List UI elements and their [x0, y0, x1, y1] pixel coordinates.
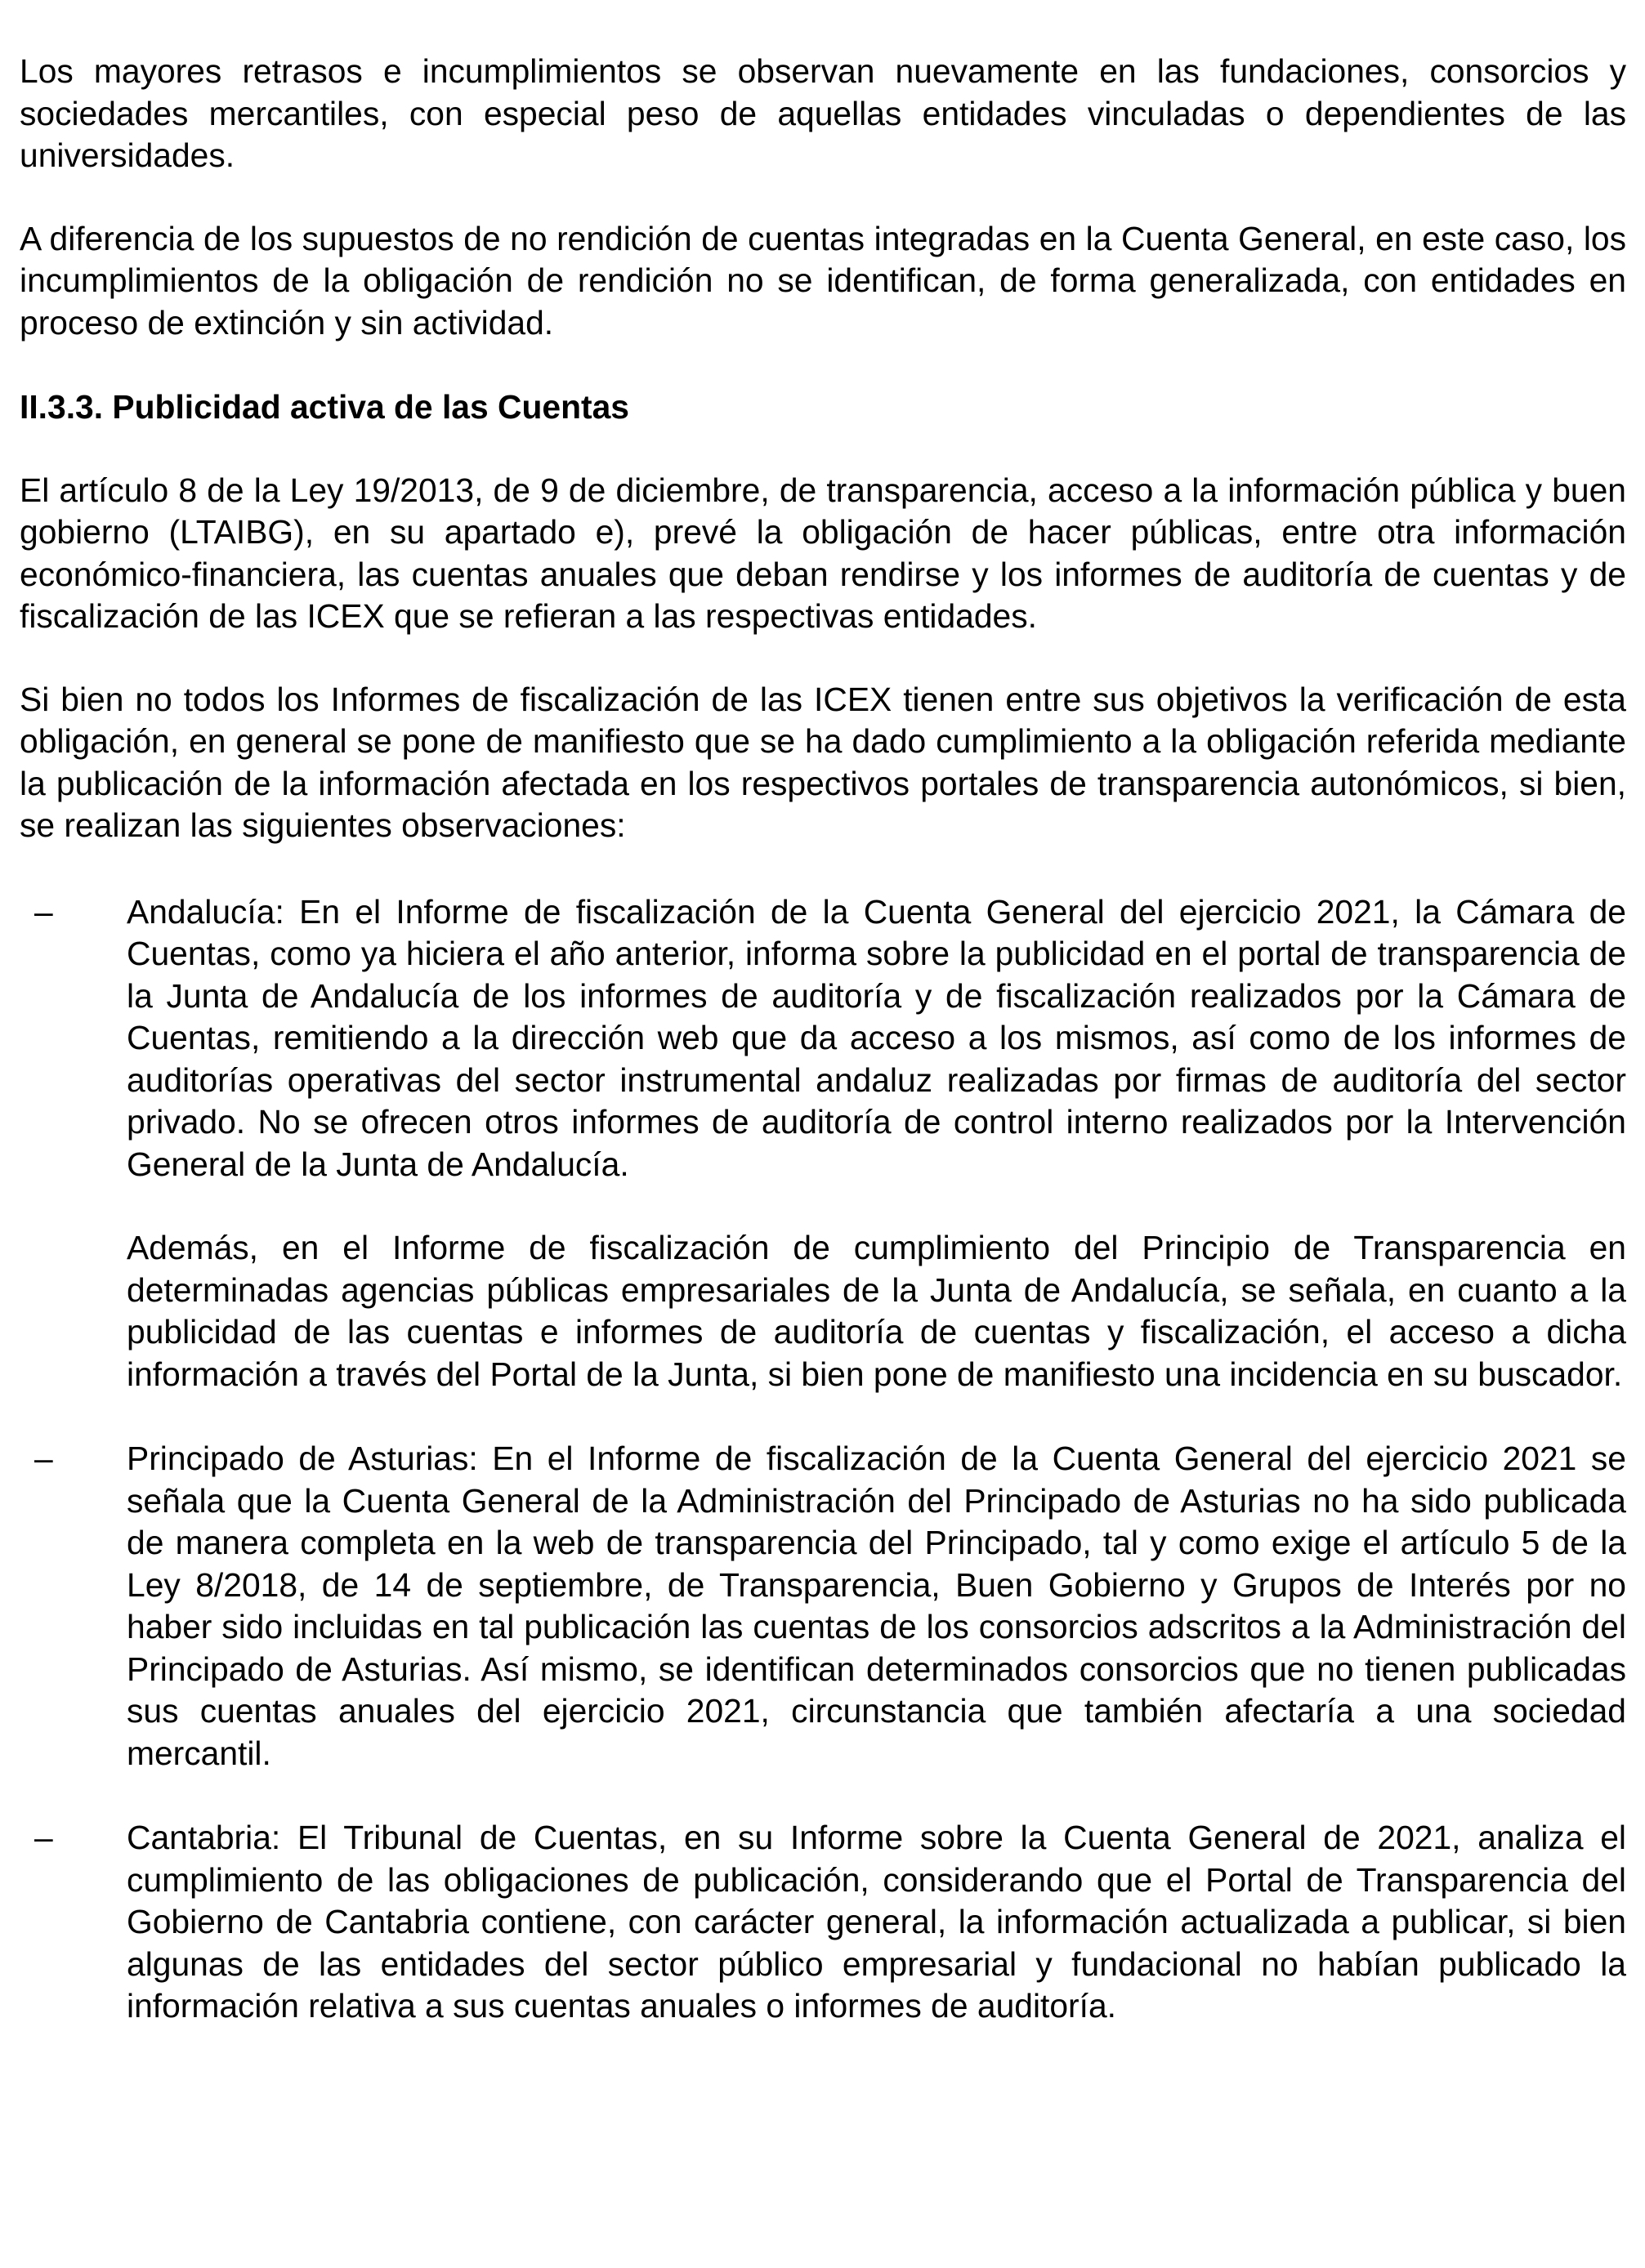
intro-paragraph-2: A diferencia de los supuestos de no rendición de cuentas integradas en la Cuenta General, en este caso, los incumplimientos de la obligación de rendición no se identifican, de forma generalizada, con entidades en proceso de extinción y sin actividad. [20, 219, 1626, 342]
document-page [20, 51, 1626, 2028]
list-item-extra-text: Además, en el Informe de fiscalización de cumplimiento del Principio de Transparencia en determinadas agencias públicas empresariales de la Junta de Andalucía, se señala, en cuanto a la publicidad de las cuentas e informes de auditoría de cuentas y fiscalización, el acceso a dicha información a través del Portal de la Junta, si bien pone de manifiesto una incidencia en su buscador. [127, 1229, 1626, 1393]
dash-bullet: – [34, 1440, 53, 1477]
section-paragraph-2: Si bien no todos los Informes de fiscalización de las ICEX tienen entre sus objetivos la verificación de esta obligación, en general se pone de manifiesto que se ha dado cumplimiento a la obligación referida mediante la publicación de la información afectada en los respectivos portales de transparencia autonómicos, si bien, se realizan las siguientes observaciones: [20, 680, 1626, 844]
list-item-text: Principado de Asturias: En el Informe de fiscalización de la Cuenta General del ejercicio 2021 se señala que la Cuenta General de la Administración del Principado de Asturias no ha sido publicada de manera completa en la web de transparencia del Principado, tal y como exige el artículo 5 de la Ley 8/2018, de 14 de septiembre, de Transparencia, Buen Gobierno y Grupos de Interés por no haber sido incluidas en tal publicación las cuentas de los consorcios adscritos a la Administración del Principado de Asturias. Así mismo, se identifican determinados consorcios que no tienen publicadas sus cuentas anuales del ejercicio 2021, circunstancia que también afectaría a una sociedad mercantil. [127, 1440, 1626, 1772]
intro-paragraph-1: Los mayores retrasos e incumplimientos se observan nuevamente en las fundaciones, consorcios y sociedades mercantiles, con especial peso de aquellas entidades vinculadas o dependientes de las universidades. [20, 52, 1626, 174]
section-heading: II.3.3. Publicidad activa de las Cuentas [20, 388, 629, 426]
observations-list [20, 891, 1626, 2028]
list-item-asturias [20, 1438, 1626, 1775]
dash-bullet: – [34, 1819, 53, 1856]
list-item-cantabria [20, 1817, 1626, 2028]
list-item-text: Andalucía: En el Informe de fiscalización de la Cuenta General del ejercicio 2021, la Cámara de Cuentas, como ya hiciera el año anterior, informa sobre la publicidad en el portal de transparencia de la Junta de Andalucía de los informes de auditoría y de fiscalización realizados por la Cámara de Cuentas, remitiendo a la dirección web que da acceso a los mismos, así como de los informes de auditorías operativas del sector instrumental andaluz realizadas por firmas de auditoría del sector privado. No se ofrecen otros informes de auditoría de control interno realizados por la Intervención General de la Junta de Andalucía. [127, 892, 1626, 1183]
dash-bullet: – [34, 892, 53, 931]
list-item-andalucia [20, 891, 1626, 1396]
section-paragraph-1: El artículo 8 de la Ley 19/2013, de 9 de diciembre, de transparencia, acceso a la información pública y buen gobierno (LTAIBG), en su apartado e), prevé la obligación de hacer públicas, entre otra información económico-financiera, las cuentas anuales que deban rendirse y los informes de auditoría de cuentas y de fiscalización de las ICEX que se refieran a las respectivas entidades. [20, 471, 1626, 635]
list-item-text: Cantabria: El Tribunal de Cuentas, en su Informe sobre la Cuenta General de 2021, analiza el cumplimiento de las obligaciones de publicación, considerando que el Portal de Transparencia del Gobierno de Cantabria contiene, con carácter general, la información actualizada a publicar, si bien algunas de las entidades del sector público empresarial y fundacional no habían publicado la información relativa a sus cuentas anuales o informes de auditoría. [127, 1819, 1626, 2025]
